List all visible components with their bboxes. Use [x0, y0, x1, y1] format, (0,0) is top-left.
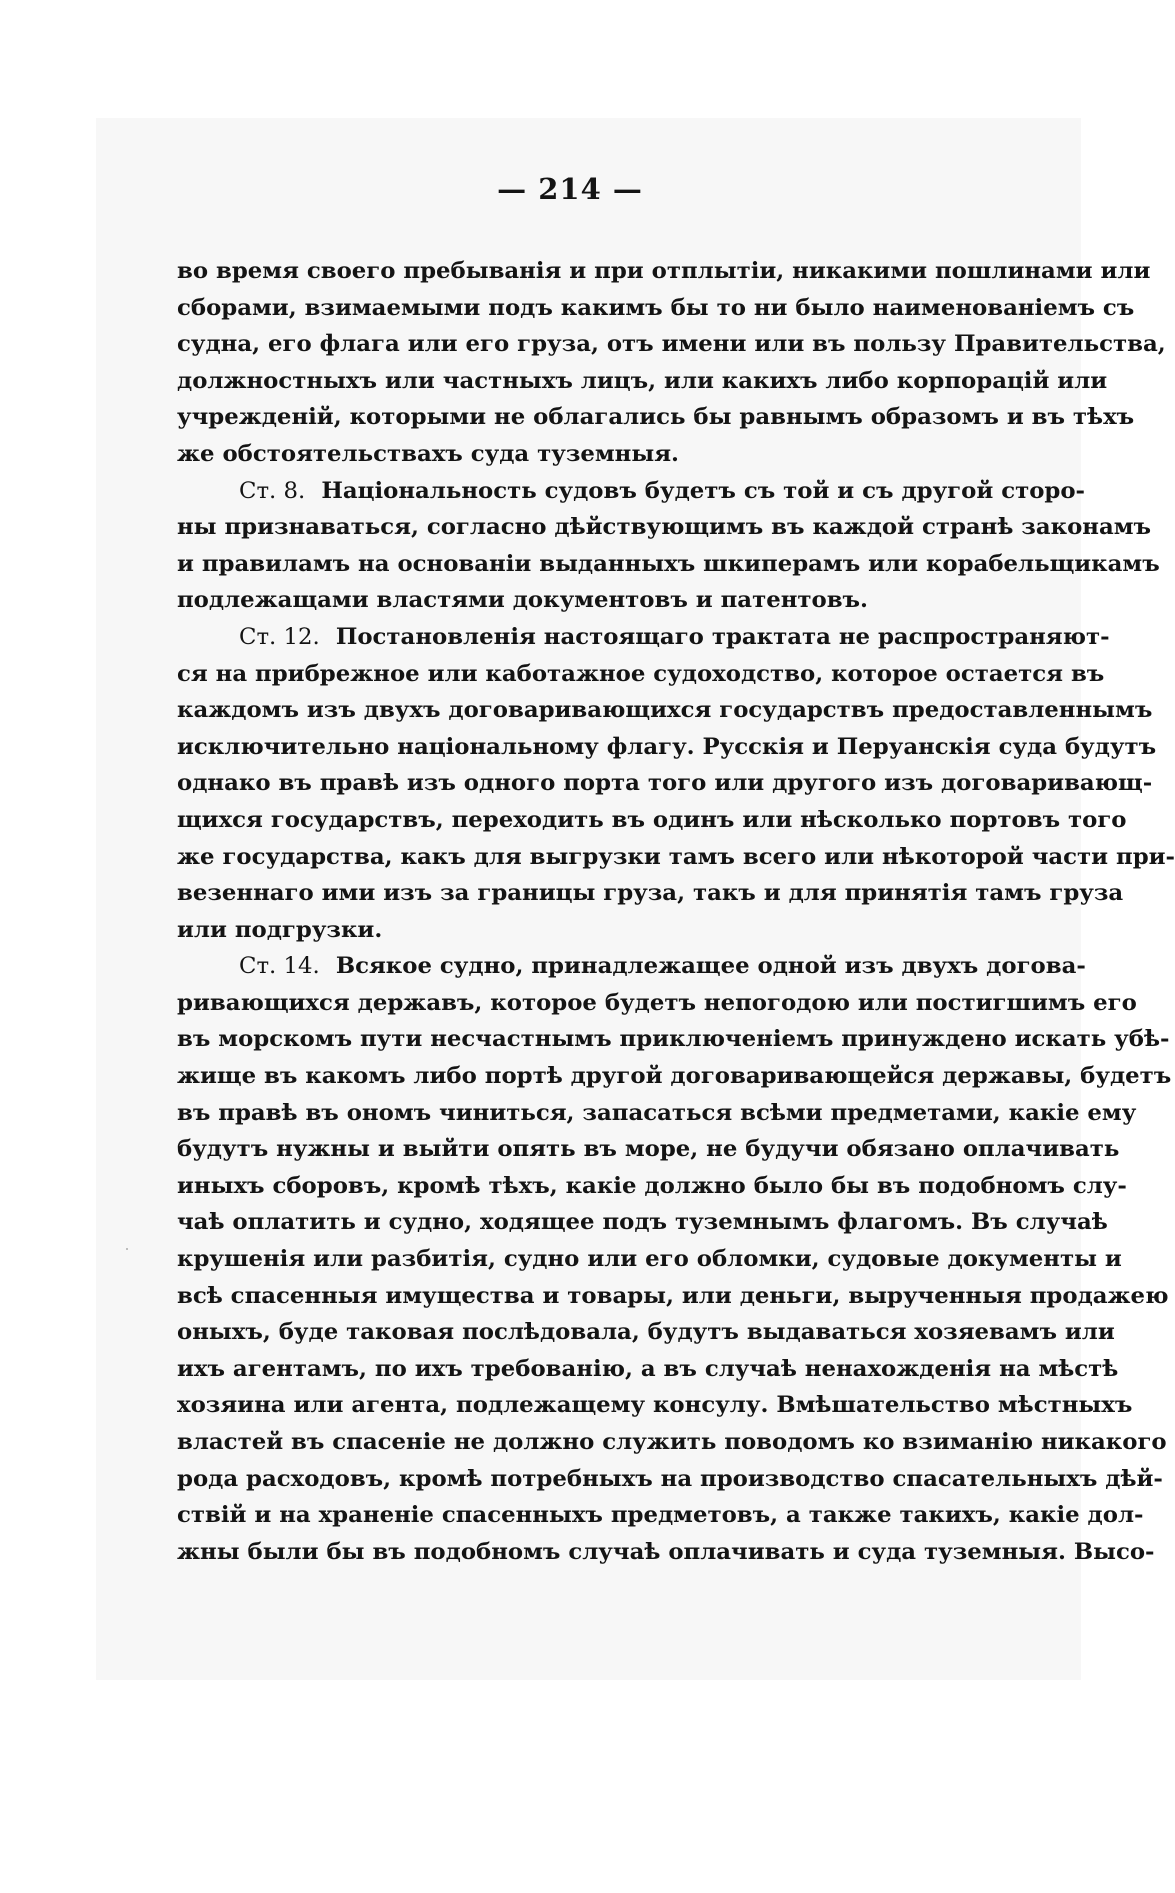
- text-line: хозяина или агента, подлежащему консулу. Вмѣшательство мѣстныхъ: [177, 1392, 1133, 1419]
- article-text: Національность судовъ будетъ съ той и съ другой сторо-: [321, 477, 1086, 504]
- text-line: рода расходовъ, кромѣ потребныхъ на производство спасательныхъ дѣй-: [177, 1465, 1163, 1492]
- text-line: однако въ правѣ изъ одного порта того или другого изъ договаривающ-: [177, 770, 1153, 797]
- text-line: или подгрузки.: [177, 916, 383, 943]
- text-line: жище въ какомъ либо портѣ другой договаривающейся державы, будетъ: [177, 1063, 1172, 1090]
- text-line: щихся государствъ, переходить въ одинъ или нѣсколько портовъ того: [177, 806, 1127, 833]
- text-line: жны были бы въ подобномъ случаѣ оплачивать и суда туземныя. Высо-: [177, 1538, 1155, 1565]
- body-text: [177, 253, 1175, 1570]
- text-line: сборами, взимаемыми подъ какимъ бы то ни было наименованіемъ съ: [177, 294, 1135, 321]
- text-line: судна, его флага или его груза, отъ имени или въ пользу Правительства,: [177, 331, 1166, 358]
- text-line: исключительно національному флагу. Русскія и Перуанскія суда будутъ: [177, 733, 1157, 760]
- scan-speck: [126, 1248, 128, 1250]
- text-line: иныхъ сборовъ, кромѣ тѣхъ, какіе должно было бы въ подобномъ слу-: [177, 1172, 1127, 1199]
- article-first-line: [177, 619, 1110, 656]
- text-line: ны признаваться, согласно дѣйствующимъ въ каждой странѣ законамъ: [177, 514, 1152, 541]
- text-line: подлежащами властями документовъ и патентовъ.: [177, 587, 868, 614]
- text-line: въ правѣ въ ономъ чиниться, запасаться всѣми предметами, какіе ему: [177, 1099, 1137, 1126]
- text-line: же обстоятельствахъ суда туземныя.: [177, 440, 679, 467]
- text-line: ствій и на храненіе спасенныхъ предметовъ, а также такихъ, какіе дол-: [177, 1502, 1144, 1529]
- text-line: везеннаго ими изъ за границы груза, такъ и для принятія тамъ груза: [177, 880, 1124, 907]
- text-line: оныхъ, буде таковая послѣдовала, будутъ выдаваться хозяевамъ или: [177, 1319, 1115, 1346]
- text-line: учрежденій, которыми не облагались бы равнымъ образомъ и въ тѣхъ: [177, 404, 1135, 431]
- text-line: ихъ агентамъ, по ихъ требованію, а въ случаѣ ненахожденія на мѣстѣ: [177, 1355, 1119, 1382]
- text-line: же государства, какъ для выгрузки тамъ всего или нѣкоторой части при-: [177, 843, 1175, 870]
- article-text: Постановленія настоящаго трактата не распространяют-: [335, 623, 1110, 650]
- text-line: властей въ спасеніе не должно служить поводомъ ко взиманію никакого: [177, 1429, 1167, 1455]
- article-number: Ст. 12.: [239, 623, 320, 650]
- text-line: ривающихся державъ, которое будетъ непогодою или постигшимъ его: [177, 989, 1137, 1016]
- article-first-line: [177, 473, 1086, 510]
- text-line: всѣ спасенныя имущества и товары, или деньги, вырученныя продажею: [177, 1282, 1169, 1309]
- text-line: должностныхъ или частныхъ лицъ, или какихъ либо корпорацій или: [177, 367, 1108, 394]
- article-number: Ст. 8.: [239, 477, 306, 504]
- text-line: ся на прибрежное или каботажное судоходство, которое остается въ: [177, 660, 1105, 687]
- text-line: въ морскомъ пути несчастнымъ приключеніемъ принуждено искать убѣ-: [177, 1026, 1170, 1053]
- text-line: крушенія или разбитія, судно или его обломки, судовые документы и: [177, 1246, 1122, 1273]
- article-text: Всякое судно, принадлежащее одной изъ двухъ догова-: [335, 953, 1086, 980]
- text-line: во время своего пребыванія и при отплытіи, никакими пошлинами или: [177, 258, 1151, 284]
- article-number: Ст. 14.: [239, 953, 320, 980]
- page-number: — 214 —: [497, 172, 643, 206]
- text-line: будутъ нужны и выйти опять въ море, не будучи обязано оплачивать: [177, 1136, 1120, 1163]
- text-line: и правиламъ на основаніи выданныхъ шкиперамъ или корабельщикамъ: [177, 550, 1160, 577]
- text-line: чаѣ оплатить и судно, ходящее подъ туземнымъ флагомъ. Въ случаѣ: [177, 1209, 1108, 1236]
- article-first-line: [177, 948, 1086, 985]
- text-line: каждомъ изъ двухъ договаривающихся государствъ предоставленнымъ: [177, 697, 1153, 724]
